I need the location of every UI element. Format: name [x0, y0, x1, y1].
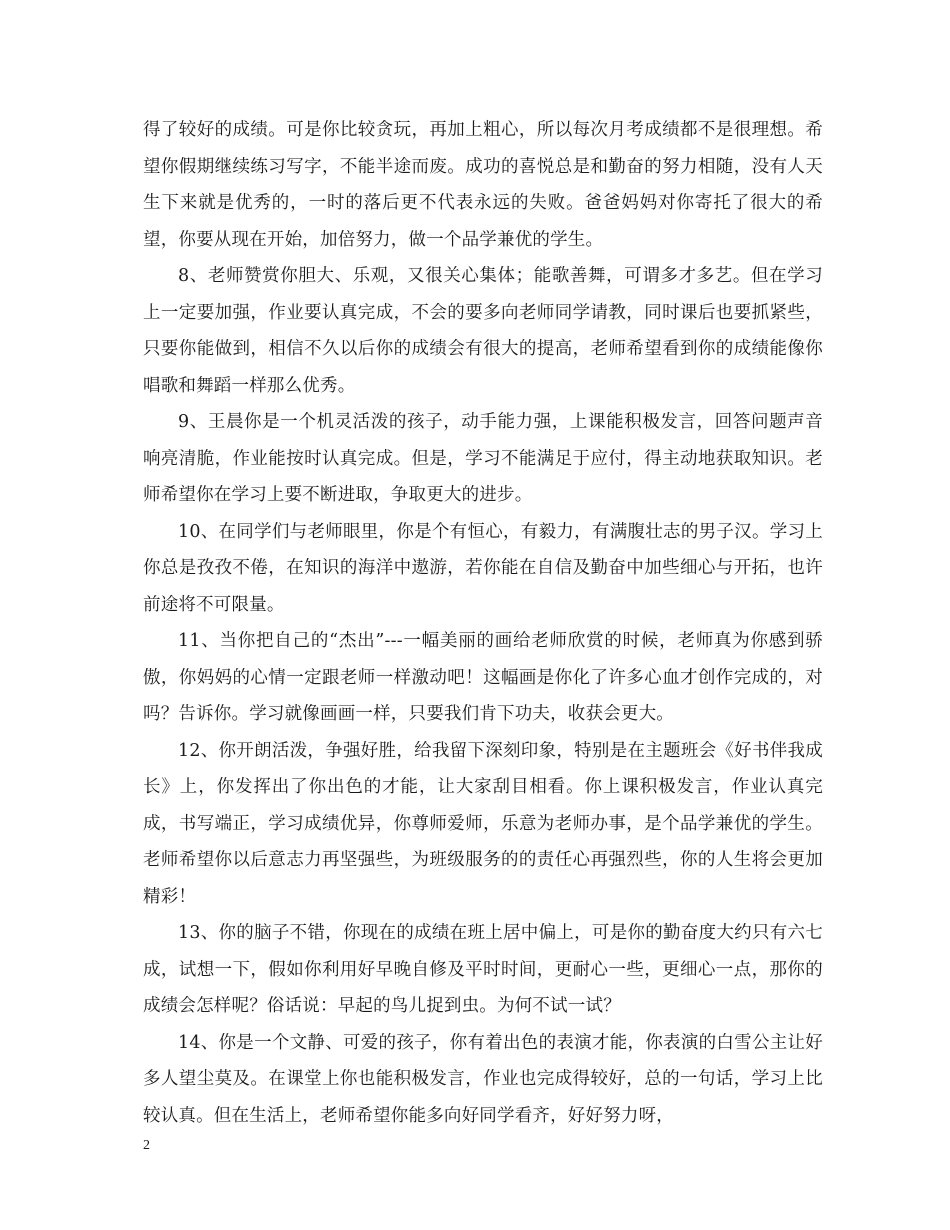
paragraph-comment-14: 14、你是一个文静、可爱的孩子，你有着出色的表演才能，你表演的白雪公主让好多人望尘莫及。在课堂上你也能积极发言，作业也完成得较好，总的一句话，学习上比较认真。但在生活上，老师希望你能多向好同学看齐，好好努力呀， — [143, 1032, 823, 1126]
paragraph-comment-10: 10、在同学们与老师眼里，你是个有恒心，有毅力，有满腹壮志的男子汉。学习上你总是孜孜不倦，在知识的海洋中遨游，若你能在自信及勤奋中加些细心与开拓，也许前途将不可限量。 — [143, 521, 823, 615]
paragraph-comment-13: 13、你的脑子不错，你现在的成绩在班上居中偏上，可是你的勤奋度大约只有六七成，试想一下，假如你利用好早晚自修及平时时间，更耐心一些，更细心一点，那你的成绩会怎样呢？俗话说：早起的鸟儿捉到虫。为何不试一试？ — [143, 923, 823, 1016]
paragraph-comment-12: 12、你开朗活泼，争强好胜，给我留下深刻印象，特别是在主题班会《好书伴我成长》上，你发挥出了你出色的才能，让大家刮目相看。你上课积极发言，作业认真完成，书写端正，学习成绩优异，你尊师爱师，乐意为老师办事，是个品学兼优的学生。老师希望你以后意志力再坚强些，为班级服务的的责任心再强烈些，你的人生将会更加精彩！ — [143, 740, 823, 907]
paragraph-continuation: 得了较好的成绩。可是你比较贪玩，再加上粗心，所以每次月考成绩都不是很理想。希望你假期继续练习写字，不能半途而废。成功的喜悦总是和勤奋的努力相随，没有人天生下来就是优秀的，一时的落后更不代表永远的失败。爸爸妈妈对你寄托了很大的希望，你要从现在开始，加倍努力，做一个品学兼优的学生。 — [143, 120, 823, 250]
paragraph-comment-8: 8、老师赞赏你胆大、乐观，又很关心集体；能歌善舞，可谓多才多艺。但在学习上一定要加强，作业要认真完成，不会的要多向老师同学请教，同时课后也要抓紧些，只要你能做到，相信不久以后你的成绩会有很大的提高，老师希望看到你的成绩能像你唱歌和舞蹈一样那么优秀。 — [143, 266, 823, 396]
page-number: 2 — [143, 1138, 150, 1153]
paragraph-comment-9: 9、王晨你是一个机灵活泼的孩子，动手能力强，上课能积极发言，回答问题声音响亮清脆，作业能按时认真完成。但是，学习不能满足于应付，得主动地获取知识。老师希望你在学习上要不断进取，争取更大的进步。 — [143, 412, 823, 505]
paragraph-comment-11: 11、当你把自己的“杰出”---一幅美丽的画给老师欣赏的时候，老师真为你感到骄傲，你妈妈的心情一定跟老师一样激动吧！这幅画是你化了许多心血才创作完成的，对吗？告诉你。学习就像画画一样，只要我们肯下功夫，收获会更大。 — [143, 631, 823, 724]
page-body — [143, 112, 823, 1134]
